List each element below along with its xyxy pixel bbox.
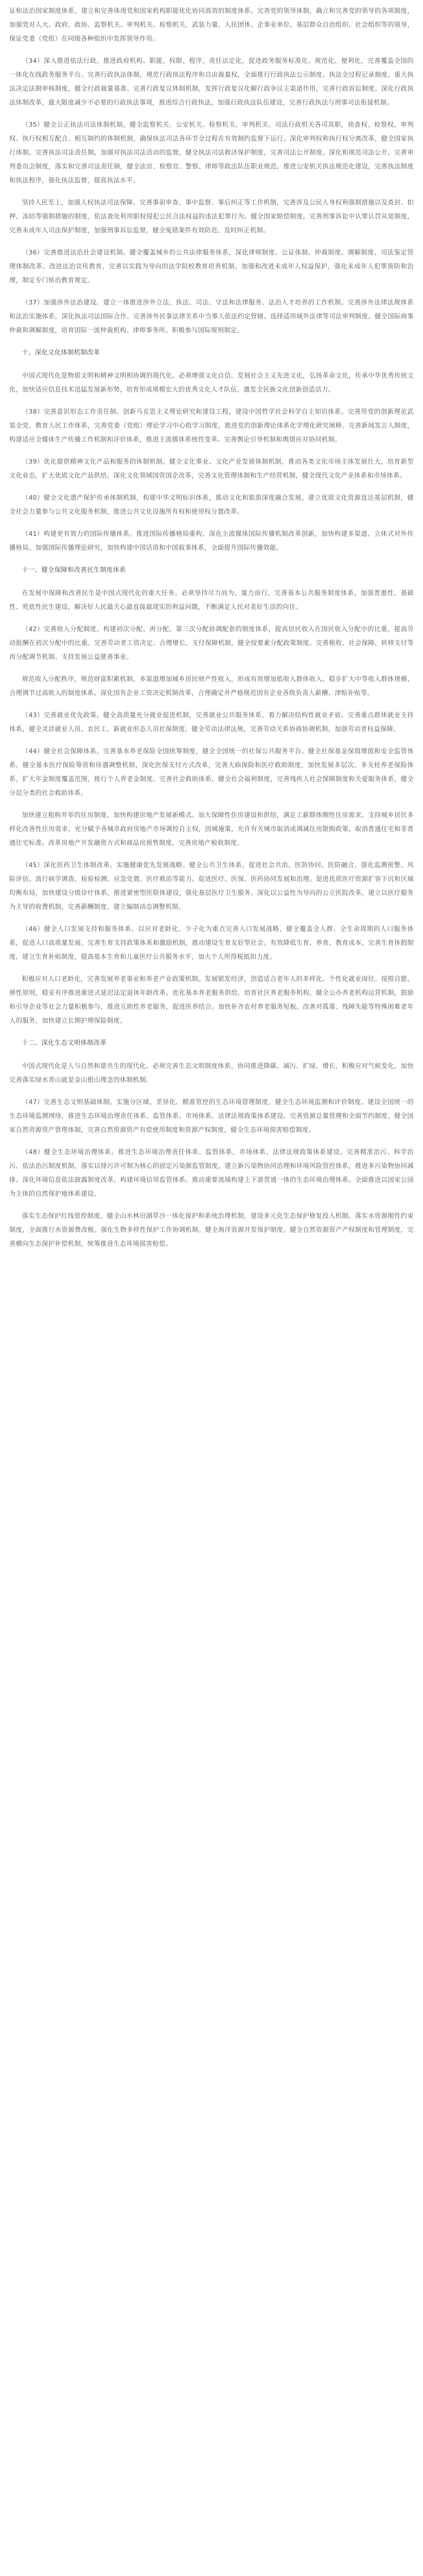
article-paragraph: （46）健全人口发展支持和服务体系。以应对老龄化、少子化为重点完善人口发展战略，健全覆盖全人群、全生命周期的人口服务体系，促进人口高质量发展。完善生育支持政策体系和激励机制，推动建设生育友好型社会。有效降低生育、养育、教育成本，完善生育休假制度，建立生育补贴制度，提高基本生育和儿童医疗公共服务水平，加大个人所得税抵扣力度。 xyxy=(9,925,414,960)
article-paragraph: 证和法治国家制度体系，建立和完善体现党和国家机构职能优化协同高效的制度体系。完善党的领导体制，确立和完善党的领导的各项制度，加强党对人大、政府、政协、监察机关、审判机关、检察机关、武装力量、人民团体、企事业单位、基层群众自治组织、社会组织等的领导，保证党委（党组）在同级各种组织中发挥领导作用。 xyxy=(9,7,414,42)
article-paragraph: 规范收入分配秩序，规范财富积累机制，多渠道增加城乡居民财产性收入，形成有效增加低收入群体收入、稳步扩大中等收入群体规模、合理调节过高收入的制度体系。深化国有企业工资决定机制改革，合理确定并严格规范国有企业各级负责人薪酬、津贴补贴等。 xyxy=(9,675,414,697)
article-paragraph: 落实生态保护红线管控制度，健全山水林田湖草沙一体化保护和系统治理机制，建设多元化生态保护修复投入机制。落实水资源刚性约束制度，全面推行水资源费改税。强化生物多样性保护工作协调机制。健全海洋资源开发保护制度。健全自然资源资产产权制度和管理制度，完善横向生态保护补偿机制，统筹推进生态环境损害赔偿。 xyxy=(9,1212,414,1247)
article-paragraph: （41）构建更有效力的国际传播体系。推进国际传播格局重构，深化主流媒体国际传播机制改革创新，加快构建多渠道、立体式对外传播格局。加强国际传播理论研究，加快构建中国话语和中国叙事体系，全面提升国际传播效能。 xyxy=(9,530,414,551)
article-paragraph: （40）健全文化遗产保护传承体制机制，构建中华文明标识体系，推动文化和旅游深度融合发展。建立优质文化资源直达基层机制，健全社会力量参与公共文化服务机制，推进公共文化设施所有权和使用权分置改革。 xyxy=(9,494,414,515)
article-paragraph: （38）完善意识形态工作责任制。创新马克思主义理论研究和建设工程，建设中国哲学社会科学自主知识体系。完善用党的创新理论武装全党、教育人民工作体系，完善党委（党组）理论学习中心组学习制度，推进党的创新理论体系化学理化研究阐释。完善新闻发言人制度，构建适应全媒体生产传播工作机制和评价体系，推进主流媒体系统性变革。完善舆论引导机制和舆情应对协同机制。 xyxy=(9,408,414,443)
article-paragraph: 在发展中保障和改善民生是中国式现代化的重大任务。必须坚持尽力而为、量力而行，完善基本公共服务制度体系，加强普惠性、基础性、兜底性民生建设，解决好人民最关心最直接最现实的利益问题，不断满足人民对美好生活的向往。 xyxy=(9,589,414,611)
article-paragraph: （45）深化医药卫生体制改革。实施健康优先发展战略。健全公共卫生体系，促进社会共治、医防协同、医防融合，强化监测预警、风险评估、流行病学调查、检验检测、应急处置、医疗救治等能力。促进医疗、医保、医药协同发展和治理。促进优质医疗资源扩容下沉和区域均衡布局，加快建设分级诊疗体系，推进紧密型医联体建设，强化基层医疗卫生服务。深化以公益性为导向的公立医院改革，建立以医疗服务为主导的收费机制，完善薪酬制度，建立编制动态调整机制。 xyxy=(9,861,414,910)
article-paragraph: （47）完善生态文明基础体制。实施分区域、差异化、精准管控的生态环境管理制度，健全生态环境监测和评价制度。建设全国统一的生态环境监测网络，推进生态环境治理责任体系、监管体系、市场体系、法律法规政策体系建设。完善资源总量管理和全面节约制度，健全国家自然资源资产管理体制，完善自然资源资产有偿使用制度和资源产权制度，健全生态环境损害赔偿制度。 xyxy=(9,1098,414,1133)
article-paragraph: （34）深入推进依法行政。推进政府机构、职能、权限、程序、责任法定化，促进政务服务标准化、规范化、便利化，完善覆盖全国的一体化在线政务服务平台。完善行政执法体制，规范行政执法程序和自由裁量权，全面推行行政执法公示制度、执法全过程记录制度、重大执法决定法制审核制度，健全行政裁量基准。完善行政复议体制机制，发挥行政复议化解行政争议主渠道作用，完善行政诉讼制度。深化行政执法体制改革，最大限度减少不必要的行政执法事项，推进综合行政执法，加强行政执法队伍建设，完善行政执法与刑事司法衔接机制。 xyxy=(9,57,414,106)
article-paragraph: 积极应对人口老龄化，完善发展养老事业和养老产业政策机制。发展银发经济，创造适合老年人的多样化、个性化就业岗位。按照自愿、弹性原则，稳妥有序推进渐进式延迟法定退休年龄改革。优化基本养老服务供给，培育社区养老服务机构，健全公办养老机构运营机制，鼓励和引导企业等社会力量积极参与，推进互助性养老服务，促进医养结合。加快补齐农村养老服务短板。改善对孤寡、残障失能等特殊困难老年人的服务，加快建立长期护理保险制度。 xyxy=(9,975,414,1024)
section-heading: 十二、深化生态文明体制改革 xyxy=(22,1039,107,1046)
article-paragraph: 中国式现代化是物质文明和精神文明相协调的现代化。必须增强文化自信，发展社会主义先进文化，弘扬革命文化，传承中华优秀传统文化，加快适应信息技术迅猛发展新形势，培育形成规模宏大的优秀文化人才队伍，激发全民族文化创新创造活力。 xyxy=(9,372,414,393)
article-paragraph: （44）健全社会保障体系。完善基本养老保险全国统筹制度，健全全国统一的社保公共服务平台。健全社保基金保值增值和安全监管体系。健全基本医疗保险筹资和待遇调整机制，深化医保支付方式改革，完善大病保险和医疗救助制度，加快发展多层次、多支柱养老保险体系，扩大年金制度覆盖范围，推行个人养老金制度。完善社会救助体系，健全社会福利制度，完善残疾人社会保障制度和关爱服务体系，健全分层分类的社会救助体系。 xyxy=(9,748,414,796)
article-paragraph: （48）健全生态环境治理体系。推进生态环境治理责任体系、监管体系、市场体系、法律法规政策体系建设。完善精准治污、科学治污、依法治污制度机制，落实以排污许可制为核心的固定污染源监管制度，建立新污染物协同治理和环境风险管控体系，推进多污染物协同减排。深化环境信息依法披露制度改革，构建环境信用监管体系。推动重要流域构建上下游贯通一体的生态环境治理体系。全面推进以国家公园为主体的自然保护地体系建设。 xyxy=(9,1148,414,1197)
article-paragraph: （42）完善收入分配制度。构建初次分配、再分配、第三次分配协调配套的制度体系，提高居民收入在国民收入分配中的比重，提高劳动报酬在初次分配中的比重。完善劳动者工资决定、合理增长、支付保障机制，健全按要素分配政策制度。完善税收、社会保障、转移支付等再分配调节机制。支持发展公益慈善事业。 xyxy=(9,625,414,660)
article-paragraph: （35）健全公正执法司法体制机制。健全监察机关、公安机关、检察机关、审判机关、司法行政机关各司其职，侦查权、检察权、审判权、执行权相互配合、相互制约的体制机制，确保执法司法各环节全过程在有效制约监督下运行。深化审判权和执行权分离改革，健全国家执行体制。完善执法司法责任制，加强对执法司法活动的监督，健全执法司法救济保护制度，完善司法公开制度。深化和规范司法公开，完善审判委员会制度，落实和完善司法责任制，健全法官、检察官、警察、律师等政法队伍职业规范。推进公安机关执法规范化建设，完善执法制度和执法程序，强化执法监督，提高执法水平。 xyxy=(9,121,414,184)
article-paragraph: 加快建立租购并举的住房制度，加快构建房地产发展新模式。加大保障性住房建设和供给，满足工薪群体刚性住房需求。支持城乡居民多样化改善性住房需求。充分赋予各城市政府房地产市场调控自主权，因城施策，允许有关城市取消或调减住房限购政策、取消普通住宅和非普通住宅标准。改革房地产开发融资方式和商品房预售制度。完善房地产税收制度。 xyxy=(9,811,414,846)
section-heading: 十一、健全保障和改善民生制度体系 xyxy=(22,566,126,573)
article-paragraph: （37）加强涉外法治建设。建立一体推进涉外立法、执法、司法、守法和法律服务、法治人才培养的工作机制。完善涉外法律法规体系和法治实施体系，深化执法司法国际合作。完善涉外民事法律关系中当事人依法约定管辖、选择适用域外法律等司法审判制度。健全国际商事仲裁和调解制度，培育国际一流仲裁机构、律师事务所。积极参与国际规则制定。 xyxy=(9,299,414,334)
article-paragraph: 坚持人民至上，加强人权执法司法保障。完善事前审查、事中监督、事后纠正等工作机制，完善涉及公民人身权利强制措施以及查封、扣押、冻结等强制措施的制度，依法查处利用职权侵犯公民合法权益的违法犯罪行为。健全国家赔偿制度。完善刑事诉讼中认罪认罚从宽制度，完善未成年人司法保护制度，加强刑事诉讼监督，健全冤错案件有效防范、及时纠正机制。 xyxy=(9,199,414,234)
article-paragraph: 中国式现代化是人与自然和谐共生的现代化。必须完善生态文明制度体系，协同推进降碳、减污、扩绿、增长，积极应对气候变化，加快完善落实绿水青山就是金山银山理念的体制机制。 xyxy=(9,1062,414,1083)
article-paragraph: （43）完善就业优先政策。健全高质量充分就业促进机制，完善就业公共服务体系，着力解决结构性就业矛盾。完善重点群体就业支持体系，健全灵活就业人员、农民工、新就业形态人员社保制度，健全劳动法律法规，完善劳动关系协商协调机制，加强劳动者权益保障。 xyxy=(9,711,414,733)
article-paragraph: （39）优化提供精神文化产品和服务的体制机制。健全文化事业、文化产业发展体制机制，推动各类文化市场主体发展壮大，培育新型文化业态，扩大优质文化产品供给。深化文化领域国资国企改革，完善文化管理体制和生产经营机制，健全现代文化产业体系和市场体系。 xyxy=(9,458,414,479)
section-heading: 十、深化文化体制机制改革 xyxy=(22,349,100,356)
article-paragraph: （36）完善推进法治社会建设机制。健全覆盖城乡的公共法律服务体系，深化律师制度、公证体制、仲裁制度、调解制度、司法鉴定管理体制改革。改进法治宣传教育，完善以实践为导向的法学院校教育培养机制。加强和改进未成年人权益保护，强化未成年人犯罪预防和治理，制定专门矫治教育规定。 xyxy=(9,249,414,284)
article-body xyxy=(0,0,423,1251)
